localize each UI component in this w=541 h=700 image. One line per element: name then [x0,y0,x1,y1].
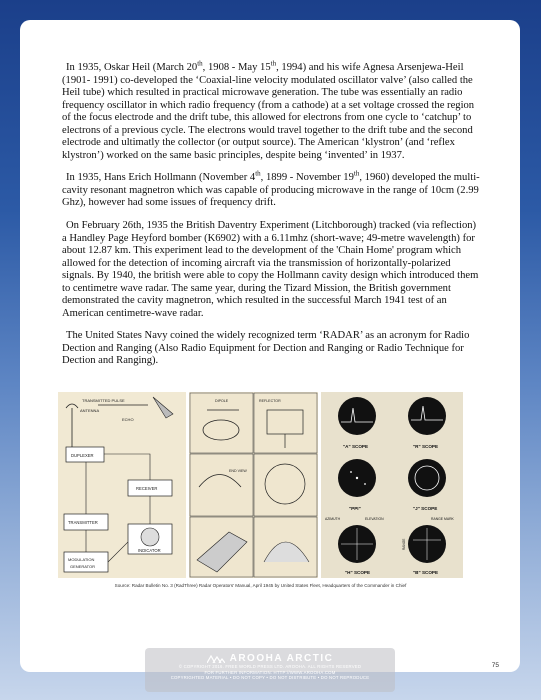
barrel-antenna-icon [265,464,305,504]
scope-label: "H" SCOPE [345,570,371,575]
polyrod-antenna-icon [264,542,309,562]
scope-label: "B" SCOPE [413,570,439,575]
scope-label: "A" SCOPE [343,444,369,449]
scope-screen [408,397,446,435]
scope-label: "R" SCOPE [413,444,439,449]
j-scope [408,459,446,511]
scope-blip [350,471,352,473]
label-echo: ECHO [122,417,134,422]
superscript: th [197,59,203,68]
superscript: th [255,169,261,178]
ppi-scope [338,459,376,511]
antenna-cell [190,454,253,516]
label-range: RANGE [402,538,406,550]
label-generator: GENERATOR [70,564,95,569]
h-scope [325,517,384,575]
scope-types-diagram [321,392,463,578]
antenna-cell [254,454,317,516]
antenna-types-diagram [189,392,318,578]
scope-label: "PPI" [349,506,361,511]
scope-blip [364,483,366,485]
label-transmitted-pulse: TRANSMITTED PULSE [82,398,125,403]
label-elevation: ELEVATION [365,517,384,521]
info-line: FOR FURTHER INFORMATION: HTTP://WWW.AROOHA.COM [204,669,336,675]
scope-label: "J" SCOPE [413,506,438,511]
text-run: In 1935, Hans Erich Hollmann (November 4 [66,172,256,184]
copyright-footer [145,648,395,692]
a-scope [338,397,376,449]
b-scope [402,517,455,575]
mountain-logo-icon [207,655,225,663]
label-duplexer: DUPLEXER [71,453,94,458]
radar-figure [58,392,463,578]
text-run: In 1935, Oskar Heil (March 20 [66,62,198,73]
paragraph-hollmann [62,169,480,210]
text-run: , 1908 - May 15 [202,62,271,73]
text-run: , 1994) and his wife Agnesa Arsenjewa-Heil (1901- 1991) co-developed the ‘Coaxial-line velocity modulated oscillator valve’ (also called the Heil tube) which resulted in practical microwave generation. The tube was essentially an radio frequency oscillator in which radio frequency (from a cathode) at a set voltage crossed the region of the focus electrode and the drift tube, this allowed for electrons from one cycle to ‘catchup’ to electrons of a previous cycle. The electrons would travel together to the drift tube and the second electrode and ultimatly the collector (or output source). The American ‘klystron’ (and ‘reflex klystron’) worked on the same basic principles, despite being ‘invented’ in 1937. [62,62,475,161]
r-scope [408,397,446,449]
scope-screen [408,459,446,497]
modulation-box [64,552,108,572]
parabolic-antenna-icon [199,475,241,488]
label-antenna: ANTENNA [80,408,100,413]
warning-line: COPYRIGHTED MATERIAL • DO NOT COPY • DO NOT DISTRIBUTE • DO NOT REPRODUCE [170,675,370,680]
page-number: 75 [491,662,499,669]
brand-logo [145,653,395,664]
figure-caption: Source: Radar Bulletin No. 3 (RadThree) Radar Operators' Manual, April 1945 by United States Fleet, Headquarters of the Commander in Chief [114,583,407,588]
antenna-dish [66,404,78,408]
text-run: , 1960) developed the multi-cavity resonant magnetron which was capable of producing microwave in the range of 10cm (2.99 Ghz), however had some issues of frequency drift. [62,172,480,209]
aircraft-icon [153,397,173,418]
flat-array-icon [267,410,303,434]
superscript: th [270,59,277,68]
copyright-line: © COPYRIGHT 2016. FREE WORLD PRESS LTD. AROOHA. ALL RIGHTS RESERVED [178,664,362,669]
indicator-screen-icon [141,528,159,546]
label-dipole: DIPOLE [215,399,229,403]
label-indicator: INDICATOR [138,548,161,553]
brand-name: AROOHA ARCTIC [229,653,334,664]
scope-screen [338,397,376,435]
label-transmitter: TRANSMITTER [68,520,98,525]
radar-block-diagram [58,392,186,578]
scope-center [356,477,358,479]
horn-antenna-icon [197,532,247,572]
label-receiver: RECEIVER [136,486,158,491]
paragraph-daventry: On February 26th, 1935 the British Daventry Experiment (Litchborough) tracked (via reflection) a Handley Page Heyford bomber (K6902) with a 6.11mhz (short-wave; 49-metre wavelength) for about 12.87 km. This experiment lead to the development of the 'Chain Home' program which allowed for the detection of incoming aircraft via the transmission of horizontally-polarized signals. By 1940, the british were able to copy the Hollmann cavity design which introduced them to centimetre wave radar. The same year, during the Tizard Mission, the British government demonstrated the cavity magnetron, which resulted in the successful March 1941 test of an American centimetre-wave radar. [62,220,479,319]
label-reflector: REFLECTOR [259,399,281,403]
label-range-mark: RANGE MARK [431,517,454,521]
dish-antenna-icon [203,420,239,440]
superscript: th [353,169,360,178]
label-azimuth: AZIMUTH [325,517,341,521]
paragraph-navy-radar: The United States Navy coined the widely recognized term ‘RADAR’ as an acronym for Radio Dection and Ranging (Also Radio Equipment for Dection and Ranging or Radio Technique for Dection and Ranging). [62,330,470,367]
label-end-view: END VIEW [229,469,247,473]
paragraph-heil [62,59,480,162]
text-run: , 1899 - November 19 [260,172,354,184]
label-modulation: MODULATION [68,557,95,562]
